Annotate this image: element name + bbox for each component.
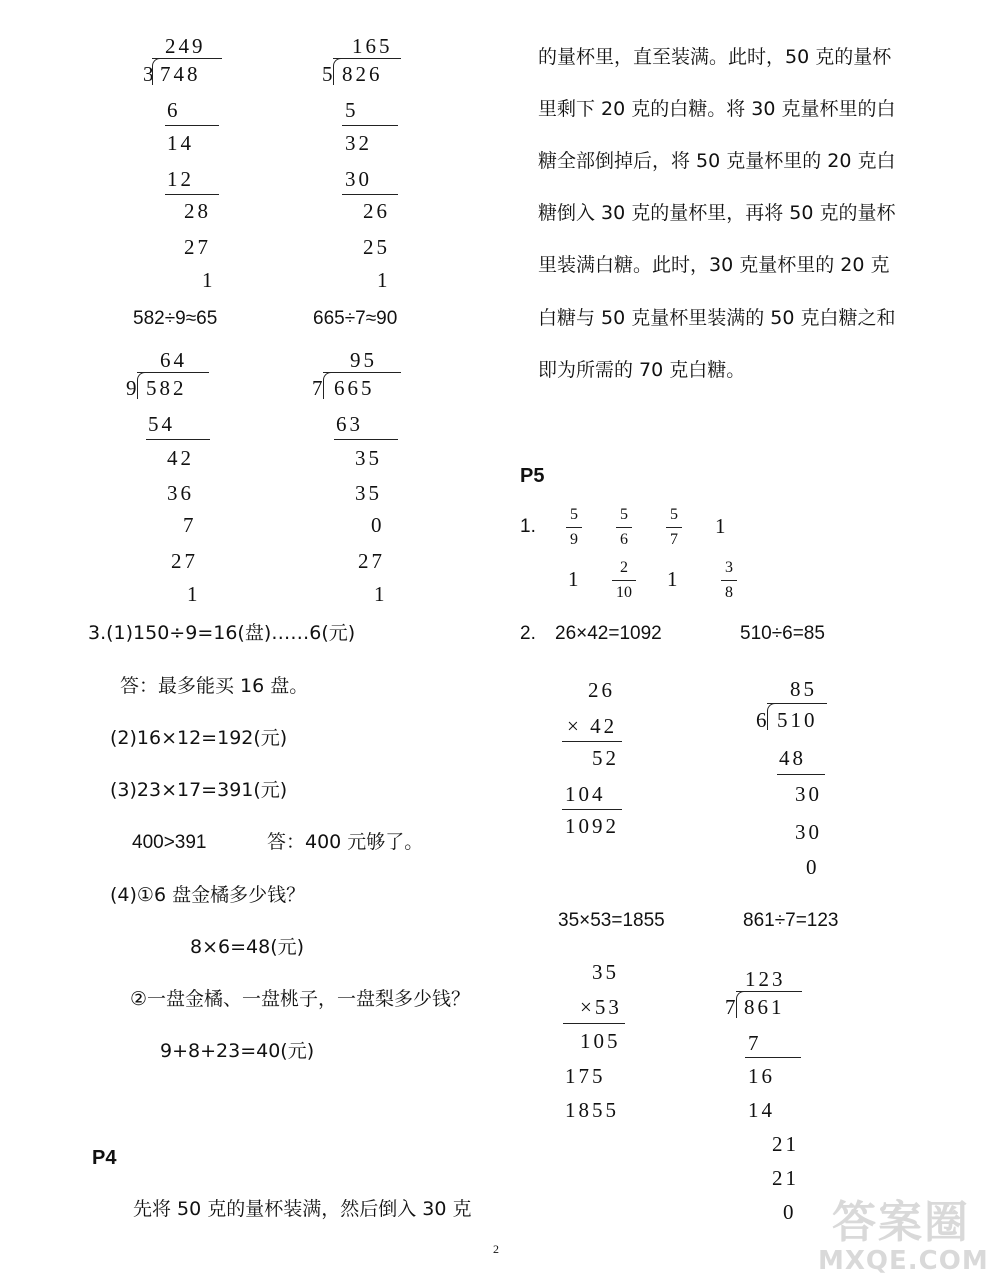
whole-number: 1 [715, 514, 729, 538]
partial-product: 104 [565, 782, 606, 806]
step: 36 [167, 481, 194, 505]
p4-text-line: 白糖与 50 克量杯里装满的 50 克白糖之和 [538, 307, 896, 329]
page-number: 2 [493, 1242, 499, 1256]
step: 1 [377, 268, 391, 292]
quotient: 123 [745, 967, 786, 991]
equation: 861÷7=123 [743, 910, 839, 931]
step: 0 [806, 855, 820, 879]
quotient: 249 [165, 34, 206, 58]
step: 1 [187, 582, 201, 606]
step: 32 [345, 131, 372, 155]
p4-text-line: 糖全部倒掉后，将 50 克量杯里的 20 克白 [538, 150, 896, 172]
fraction: 5 7 [666, 507, 682, 548]
divisor: 6 [756, 708, 770, 732]
p4-text-line: 里剩下 20 克的白糖。将 30 克量杯里的白 [538, 98, 896, 120]
question-3-part-1-answer: 答：最多能买 16 盘。 [120, 675, 309, 697]
dividend: 582 [146, 376, 187, 400]
question-3-part-2: (2)16×12=192(元) [110, 727, 288, 749]
question-3-part-3: (3)23×17=391(元) [110, 779, 288, 801]
product: 1092 [565, 814, 619, 838]
step: 21 [772, 1166, 799, 1190]
divisor: 9 [126, 376, 140, 400]
section-heading-p5: P5 [520, 465, 545, 487]
product: 1855 [565, 1098, 619, 1122]
fraction: 3 8 [721, 560, 737, 601]
step: 35 [355, 481, 382, 505]
watermark-text: 答案圈 [832, 1197, 970, 1248]
step: 14 [167, 131, 194, 155]
equation: 510÷6=85 [740, 623, 825, 644]
step: 7 [183, 513, 197, 537]
divisor: 7 [312, 376, 326, 400]
step: 30 [345, 167, 372, 191]
question-3-part-4a: (4)①6 盘金橘多少钱？ [110, 884, 306, 906]
estimate-equation: 582÷9≈65 [133, 308, 218, 329]
step: 63 [336, 412, 363, 436]
step: 27 [184, 235, 211, 259]
multiplier: × 42 [567, 714, 618, 738]
question-3-part-4b-calc: 9+8+23=40(元) [160, 1040, 315, 1062]
step: 25 [363, 235, 390, 259]
dividend: 665 [334, 376, 375, 400]
dividend: 826 [342, 62, 383, 86]
step: 35 [355, 446, 382, 470]
step: 27 [358, 549, 385, 573]
step: 30 [795, 820, 822, 844]
step: 1 [202, 268, 216, 292]
p4-text-line: 的量杯里，直至装满。此时，50 克的量杯 [538, 46, 892, 68]
step: 26 [363, 199, 390, 223]
watermark-url: MXQE.COM [818, 1246, 989, 1276]
question-1-label: 1. [520, 516, 536, 537]
step: 0 [371, 513, 385, 537]
step: 14 [748, 1098, 775, 1122]
estimate-equation: 665÷7≈90 [313, 308, 398, 329]
question-2-label: 2. [520, 623, 536, 644]
step: 5 [345, 98, 359, 122]
whole-number: 1 [667, 567, 681, 591]
step: 1 [374, 582, 388, 606]
step: 27 [171, 549, 198, 573]
dividend: 748 [160, 62, 201, 86]
quotient: 64 [160, 348, 187, 372]
comparison: 400>391 [132, 832, 207, 853]
dividend: 510 [777, 708, 818, 732]
p4-text-line: 即为所需的 70 克白糖。 [538, 359, 746, 381]
p4-text-line: 先将 50 克的量杯装满，然后倒入 30 克 [133, 1198, 472, 1220]
step: 12 [167, 167, 194, 191]
p4-text-line: 糖倒入 30 克的量杯里，再将 50 克的量杯 [538, 202, 896, 224]
step: 54 [148, 412, 175, 436]
quotient: 165 [352, 34, 393, 58]
partial-product: 175 [565, 1064, 606, 1088]
divisor: 7 [725, 995, 739, 1019]
step: 48 [779, 746, 806, 770]
step: 30 [795, 782, 822, 806]
partial-product: 52 [592, 746, 619, 770]
fraction: 5 9 [566, 507, 582, 548]
fraction: 2 10 [612, 560, 636, 601]
question-3-part-4a-calc: 8×6=48(元) [190, 936, 305, 958]
quotient: 85 [790, 677, 817, 701]
divisor: 3 [143, 62, 157, 86]
multiplicand: 26 [588, 678, 615, 702]
divisor: 5 [322, 62, 336, 86]
step: 6 [167, 98, 181, 122]
step: 28 [184, 199, 211, 223]
equation: 26×42=1092 [555, 623, 662, 644]
step: 42 [167, 446, 194, 470]
question-3-part-3-answer: 答：400 元够了。 [267, 831, 424, 853]
question-3-part-1: 3.(1)150÷9=16(盘)……6(元) [88, 622, 356, 644]
multiplier: ×53 [580, 995, 622, 1019]
multiplicand: 35 [592, 960, 619, 984]
whole-number: 1 [568, 567, 582, 591]
question-3-part-4b: ②一盘金橘、一盘桃子，一盘梨多少钱？ [130, 988, 471, 1010]
quotient: 95 [350, 348, 377, 372]
partial-product: 105 [580, 1029, 621, 1053]
fraction: 5 6 [616, 507, 632, 548]
step: 0 [783, 1200, 797, 1224]
section-heading-p4: P4 [92, 1147, 117, 1169]
step: 21 [772, 1132, 799, 1156]
equation: 35×53=1855 [558, 910, 665, 931]
dividend: 861 [744, 995, 785, 1019]
p4-text-line: 里装满白糖。此时，30 克量杯里的 20 克 [538, 254, 890, 276]
step: 16 [748, 1064, 775, 1088]
step: 7 [748, 1031, 762, 1055]
